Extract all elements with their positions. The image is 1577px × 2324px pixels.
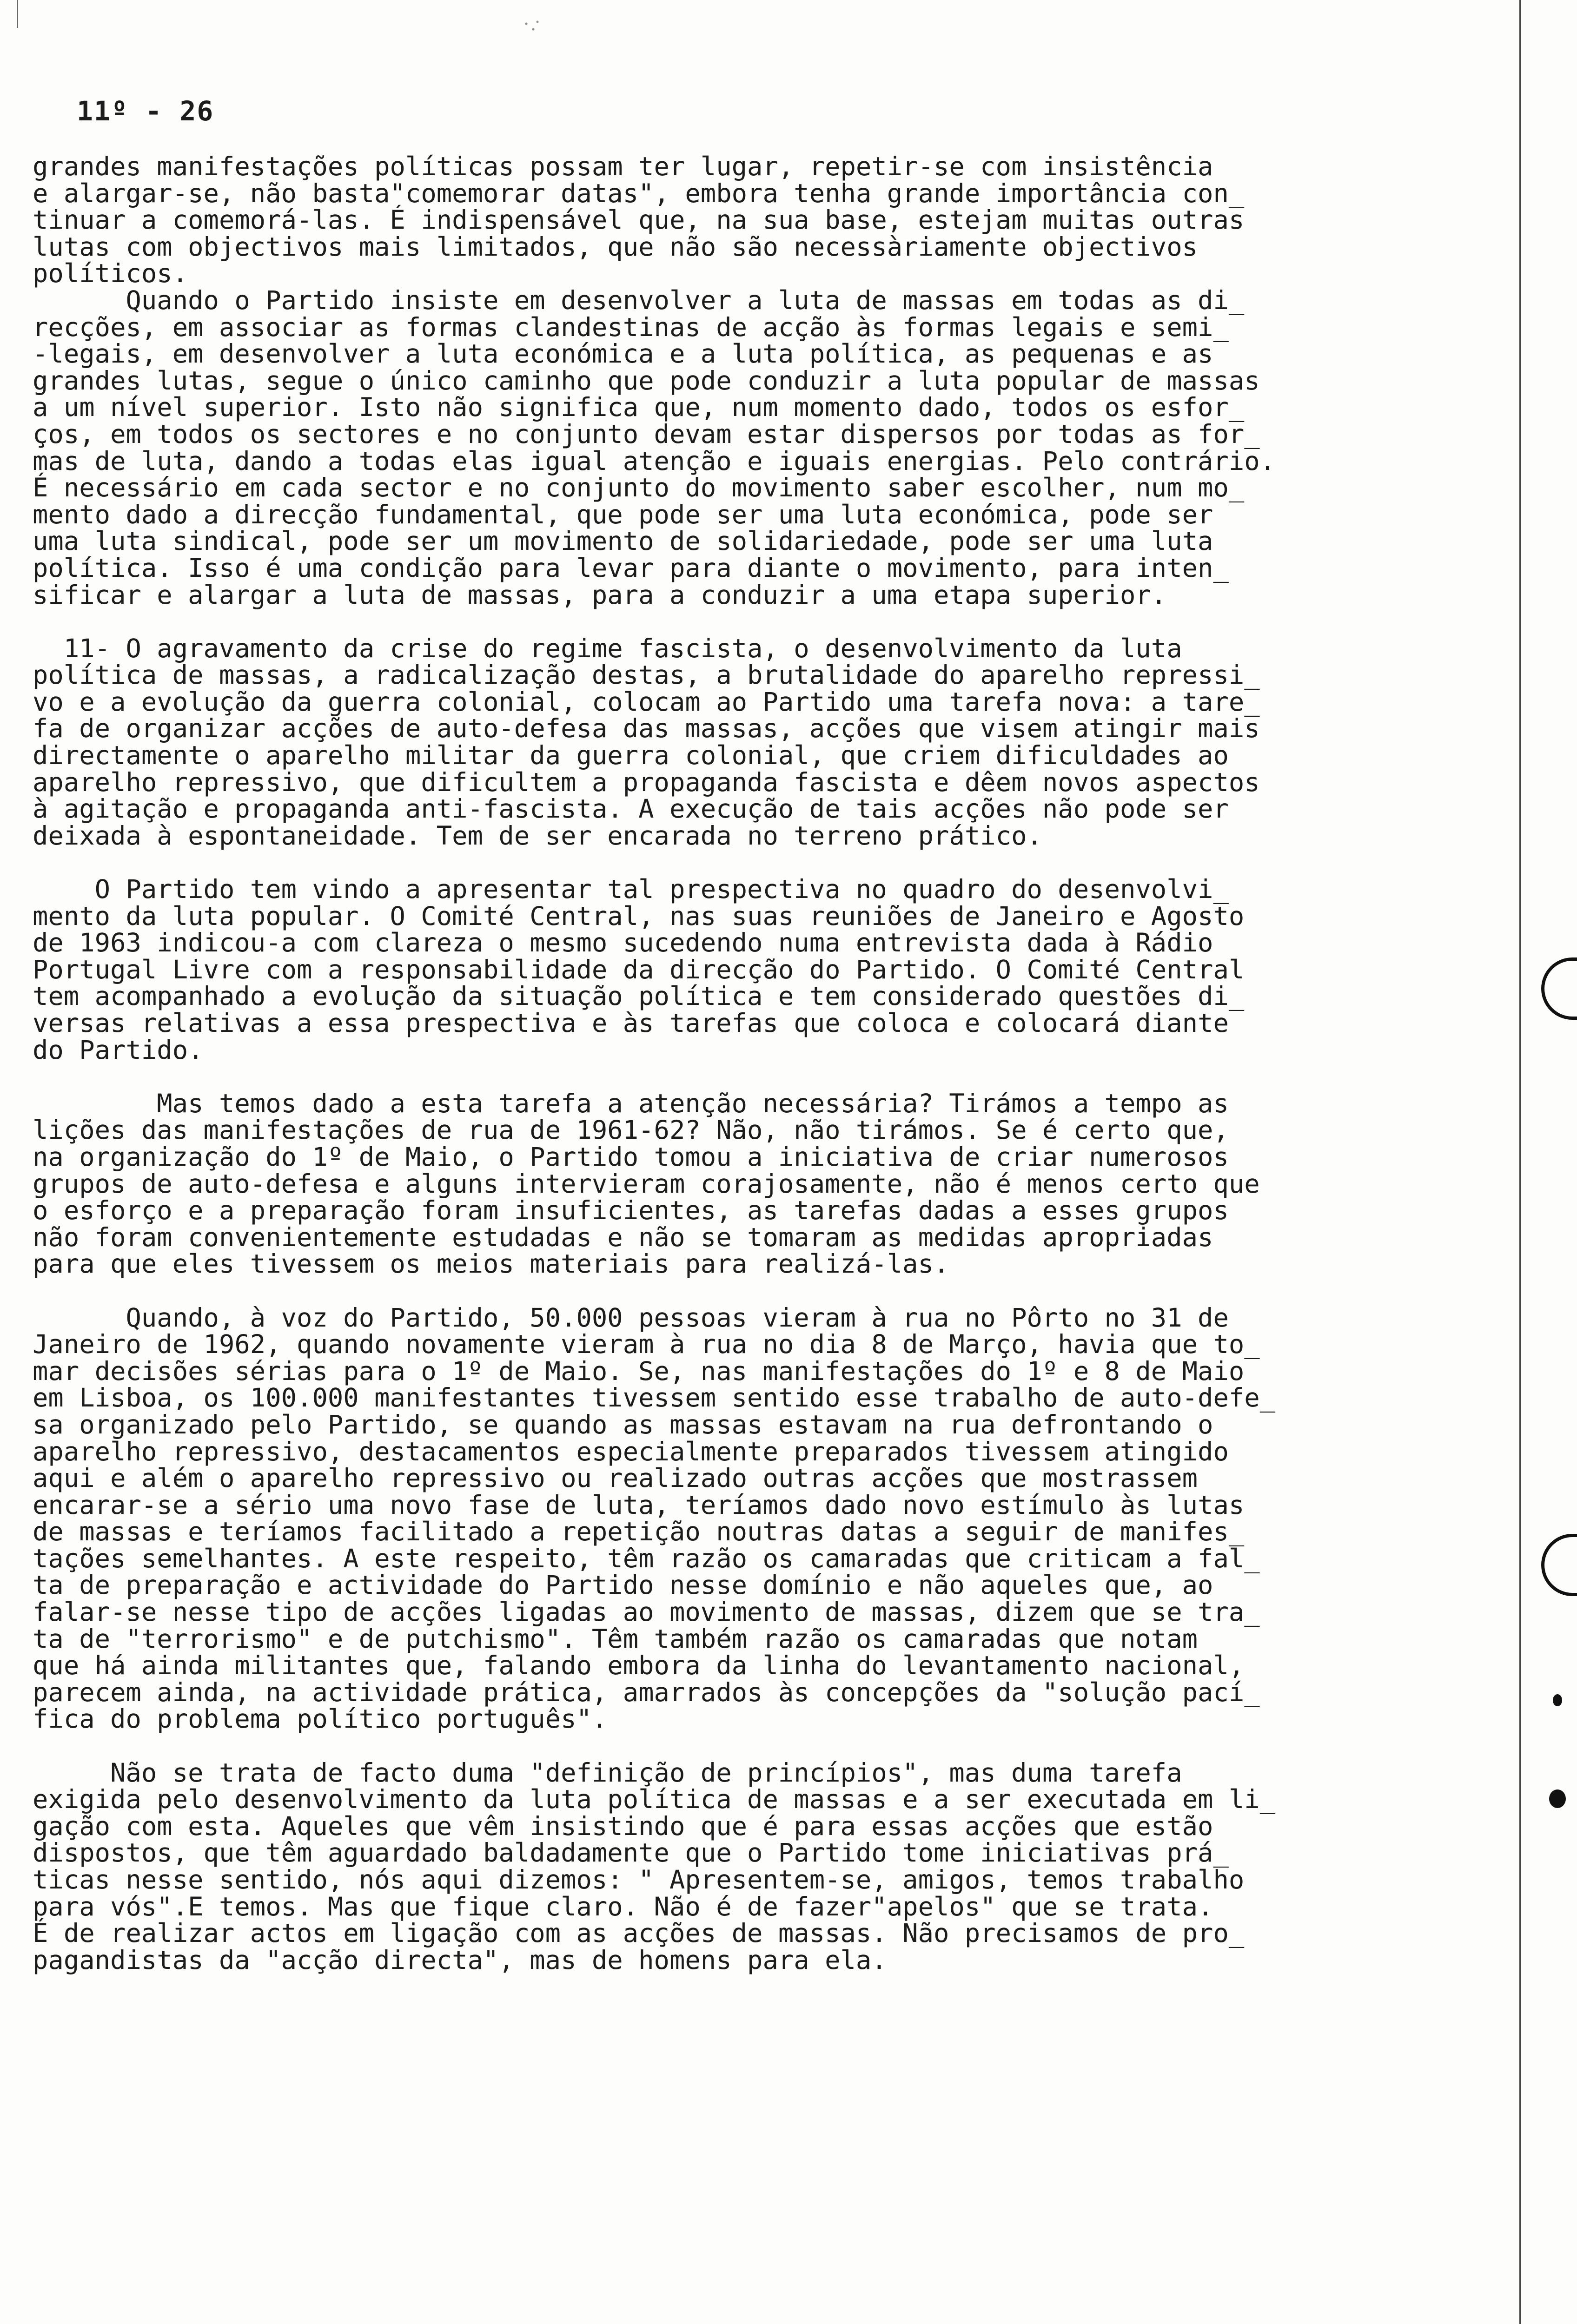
text-line: Quando, à voz do Partido, 50.000 pessoas vieram à rua no Pôrto no 31 de	[33, 1302, 1229, 1333]
text-line: dispostos, que têm aguardado baldadamente que o Partido tome iniciativas prá_	[33, 1838, 1229, 1868]
text-line: sa organizado pelo Partido, se quando as massas estavam na rua defrontando o	[33, 1409, 1213, 1440]
text-line: Mas temos dado a esta tarefa a atenção necessária? Tirámos a tempo as	[33, 1088, 1229, 1119]
text-line: do Partido.	[33, 1035, 204, 1065]
text-line: O Partido tem vindo a apresentar tal prespectiva no quadro do desenvolvi_	[33, 874, 1229, 905]
paragraph-gap	[33, 1278, 1488, 1305]
text-line: sificar e alargar a luta de massas, para a conduzir a uma etapa superior.	[33, 580, 1167, 610]
text-line: 11- O agravamento da crise do regime fascista, o desenvolvimento da luta	[33, 633, 1182, 664]
text-line: mas de luta, dando a todas elas igual atenção e iguais energias. Pelo contrário.	[33, 446, 1276, 476]
text-line: versas relativas a essa prespectiva e às tarefas que coloca e colocará diante	[33, 1008, 1229, 1038]
text-line: fica do problema político português".	[33, 1704, 608, 1735]
right-margin-line	[1519, 0, 1521, 2324]
text-line: É de realizar actos em ligação com as acções de massas. Não precisamos de pro_	[33, 1918, 1245, 1949]
text-line: grandes manifestações políticas possam ter lugar, repetir-se com insistência	[33, 152, 1213, 182]
text-line: e alargar-se, não basta"comemorar datas", embora tenha grande importância con_	[33, 178, 1245, 209]
text-line: mar decisões sérias para o 1º de Maio. Se, nas manifestações do 1º e 8 de Maio	[33, 1356, 1245, 1386]
text-line: a um nível superior. Isto não significa que, num momento dado, todos os esfor_	[33, 392, 1245, 423]
paragraph-gap	[33, 608, 1488, 635]
text-line: aparelho repressivo, destacamentos especialmente preparados tivessem atingido	[33, 1436, 1229, 1467]
text-line: uma luta sindical, pode ser um movimento de solidariedade, pode ser uma luta	[33, 526, 1213, 557]
text-line: -legais, em desenvolver a luta económica e a luta política, as pequenas e as	[33, 339, 1213, 370]
text-line: fa de organizar acções de auto-defesa das massas, acções que visem atingir mais	[33, 713, 1260, 744]
margin-dot	[1553, 1694, 1562, 1706]
text-line: aparelho repressivo, que dificultem a propaganda fascista e dêem novos aspectos	[33, 767, 1260, 798]
text-line: recções, em associar as formas clandestinas de acção às formas legais e semi_	[33, 312, 1229, 343]
text-line: Quando o Partido insiste em desenvolver a luta de massas em todas as di_	[33, 285, 1245, 316]
text-line: políticos.	[33, 258, 188, 289]
paragraph-gap	[33, 1063, 1488, 1090]
left-edge-mark	[17, 0, 18, 28]
text-line: tações semelhantes. A este respeito, têm razão os camaradas que criticam a fal_	[33, 1543, 1260, 1574]
margin-dot	[1549, 1789, 1566, 1808]
paragraph-gap	[33, 1733, 1488, 1760]
text-line: para vós".E temos. Mas que fique claro. Não é de fazer"apelos" que se trata.	[33, 1891, 1213, 1922]
text-line: exigida pelo desenvolvimento da luta política de massas e a ser executada em li_	[33, 1784, 1276, 1815]
text-line: Portugal Livre com a responsabilidade da direcção do Partido. O Comité Central	[33, 954, 1245, 985]
text-line: lições das manifestações de rua de 1961-62? Não, não tirámos. Se é certo que,	[33, 1115, 1229, 1146]
text-line: ta de preparação e actividade do Partido nesse domínio e não aqueles que, ao	[33, 1570, 1213, 1601]
text-line: deixada à espontaneidade. Tem de ser encarada no terreno prático.	[33, 820, 1042, 851]
text-line: grupos de auto-defesa e alguns intervieram corajosamente, não é menos certo que	[33, 1169, 1260, 1199]
text-line: política de massas, a radicalização destas, a brutalidade do aparelho repressi_	[33, 660, 1260, 691]
text-line: grandes lutas, segue o único caminho que pode conduzir a luta popular de massas	[33, 365, 1260, 396]
paragraph-gap	[33, 849, 1488, 876]
text-line: vo e a evolução da guerra colonial, colocam ao Partido uma tarefa nova: a tare_	[33, 687, 1260, 717]
text-line: tinuar a comemorá-las. É indispensável que, na sua base, estejam muitas outras	[33, 205, 1245, 236]
text-line: tem acompanhado a evolução da situação política e tem considerado questões di_	[33, 981, 1245, 1012]
text-line: Não se trata de facto duma "definição de princípios", mas duma tarefa	[33, 1757, 1182, 1788]
text-line: gação com esta. Aqueles que vêm insistindo que é para essas acções que estão	[33, 1811, 1213, 1842]
text-line: falar-se nesse tipo de acções ligadas ao movimento de massas, dizem que se tra_	[33, 1597, 1260, 1628]
text-line: em Lisboa, os 100.000 manifestantes tivessem sentido esse trabalho de auto-defe_	[33, 1383, 1276, 1413]
text-line: de 1963 indicou-a com clareza o mesmo sucedendo numa entrevista dada à Rádio	[33, 928, 1213, 958]
text-line: directamente o aparelho militar da guerra colonial, que criem dificuldades ao	[33, 740, 1229, 771]
text-line: aqui e além o aparelho repressivo ou realizado outras acções que mostrassem	[33, 1463, 1198, 1494]
text-line: parecem ainda, na actividade prática, amarrados às concepções da "solução pací_	[33, 1677, 1260, 1708]
paper-speck	[521, 16, 549, 35]
text-line: mento da luta popular. O Comité Central, nas suas reuniões de Janeiro e Agosto	[33, 901, 1245, 931]
text-line: pagandistas da "acção directa", mas de homens para ela.	[33, 1945, 887, 1975]
text-line: mento dado a direcção fundamental, que pode ser uma luta económica, pode ser	[33, 499, 1213, 530]
text-line: encarar-se a sério uma novo fase de luta, teríamos dado novo estímulo às lutas	[33, 1490, 1245, 1520]
text-line: ticas nesse sentido, nós aqui dizemos: " Apresentem-se, amigos, temos trabalho	[33, 1865, 1245, 1895]
text-line: para que eles tivessem os meios materiais para realizá-las.	[33, 1249, 949, 1280]
page-number: 11º - 26	[77, 95, 214, 127]
punch-hole-mark	[1541, 957, 1577, 1020]
text-line: ta de "terrorismo" e de putchismo". Têm também razão os camaradas que notam	[33, 1624, 1198, 1654]
text-line: à agitação e propaganda anti-fascista. A execução de tais acções não pode ser	[33, 794, 1229, 825]
text-line: não foram convenientemente estudadas e não se tomaram as medidas apropriadas	[33, 1222, 1213, 1253]
text-line: o esforço e a preparação foram insuficientes, as tarefas dadas a esses grupos	[33, 1195, 1229, 1226]
punch-hole-mark	[1541, 1534, 1577, 1596]
text-line: ços, em todos os sectores e no conjunto devam estar dispersos por todas as for_	[33, 419, 1260, 449]
text-line: lutas com objectivos mais limitados, que não são necessàriamente objectivos	[33, 231, 1198, 262]
text-line: na organização do 1º de Maio, o Partido tomou a iniciativa de criar numerosos	[33, 1142, 1229, 1172]
body-text	[33, 153, 1488, 1974]
text-line: política. Isso é uma condição para levar para diante o movimento, para inten_	[33, 553, 1229, 583]
text-line: É necessário em cada sector e no conjunto do movimento saber escolher, num mo_	[33, 473, 1245, 503]
text-line: de massas e teríamos facilitado a repetição noutras datas a seguir de manifes_	[33, 1517, 1245, 1547]
text-line: Janeiro de 1962, quando novamente vieram à rua no dia 8 de Março, havia que to_	[33, 1329, 1260, 1360]
text-line: que há ainda militantes que, falando embora da linha do levantamento nacional,	[33, 1651, 1245, 1681]
